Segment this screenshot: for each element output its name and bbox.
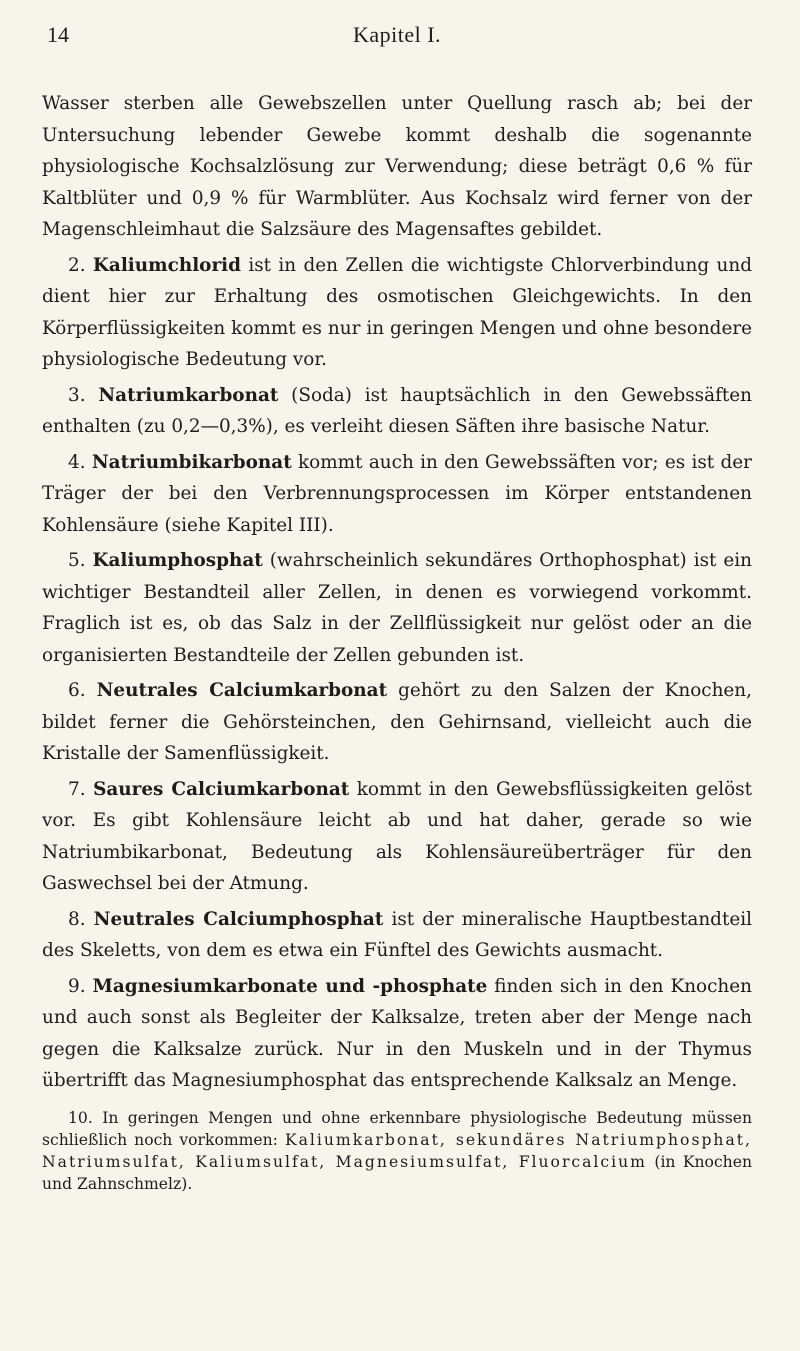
item-term: Natriumkarbonat [98,384,279,406]
item-term: Natriumbikarbonat [91,451,292,473]
item-text: finden sich in den Knochen und auch sonst als Begleiter der Kalksalze, treten aber der Menge nach gegen die Kalksalze zurück. Nur in den Muskeln und in der Thymus übertrifft das Magnesiumphosphat das entsprechende Kalksalz an Menge. [42,975,752,1091]
paragraph-natriumbikarbonat [42,447,752,542]
item-text: (wahrscheinlich sekundäres Orthophosphat) ist ein wichtiger Bestandteil aller Zellen, in denen es vorwiegend vorkommt. Fraglich ist es, ob das Salz in der Zellflüssigkeit nur gelöst oder an die organisierten Bestandteile der Zellen gebunden ist. [42,550,752,666]
running-title: Kapitel I. [352,22,442,47]
paragraph-neutrales-calciumphosphat [42,904,752,967]
item-number: 8. [68,908,86,930]
item-term: Neutrales Calciumkarbonat [96,680,388,701]
item-number: 2. [68,254,86,276]
item-term: Neutrales Calciumphosphat [93,908,384,930]
page-number: 14 [47,22,69,47]
paragraph-minor-salts [42,1107,752,1195]
intro-paragraph: Wasser sterben alle Gewebszellen unter Quellung rasch ab; bei der Untersuchung lebender Gewebe kommt deshalb die sogenannte physiologische Kochsalzlösung zur Verwendung; diese beträgt 0,6 % für Kaltblüter und 0,9 % für Warmblüter. Aus Kochsalz wird ferner von der Magenschleimhaut die Salzsäure des Magensaftes gebildet. [42,93,752,240]
item-term: Kaliumchlorid [92,254,241,276]
item-number: 3. [68,384,86,406]
item-text: (Soda) ist hauptsächlich in den Gewebssäften enthalten (zu 0,2—0,3%), es verleiht diesen Säften ihre basische Natur. [42,384,752,437]
salt-list: Kaliumkarbonat, sekundäres Natriumphosphat, Natriumsulfat, Kaliumsulfat, Magnesiumsulfat, Fluorcalcium [42,1130,752,1171]
item-text: kommt in den Gewebsflüssigkeiten gelöst vor. Es gibt Kohlensäure leicht ab und hat daher, gerade so wie Natriumbikarbonat, Bedeutung als Kohlensäureüberträger für den Gaswechsel bei der Atmung. [42,778,752,894]
item-text: gehört zu den Salzen der Knochen, bildet ferner die Gehörsteinchen, den Gehirnsand, vielleicht auch die Kristalle der Samenflüssigkeit. [42,680,752,764]
item-term: Kaliumphosphat [92,550,263,571]
paragraph-saures-calciumkarbonat [42,774,752,900]
item-text: In geringen Mengen und ohne erkennbare physiologische Bedeutung müssen schließlich noch vorkommen: [42,1108,752,1149]
item-text: ist in den Zellen die wichtigste Chlorverbindung und dient hier zur Erhaltung des osmotischen Gleichgewichts. In den Körperflüssigkeiten kommt es nur in geringen Mengen und ohne besondere physiologische Bedeutung vor. [42,254,752,370]
item-text: ist der mineralische Hauptbestandteil des Skeletts, von dem es etwa ein Fünftel des Gewichts ausmacht. [42,908,752,961]
page-header [42,22,752,58]
paragraph-natriumkarbonat [42,380,752,443]
item-text: kommt auch in den Gewebssäften vor; es ist der Träger der bei den Verbrennungsprocessen im Körper entstandenen Kohlensäure (siehe Kapitel III). [42,451,752,536]
paragraph-magnesiumkarbonate [42,971,752,1097]
item-number: 5. [68,550,86,571]
paragraph-kaliumchlorid [42,250,752,376]
item-text: (in Knochen und Zahnschmelz). [42,1152,752,1193]
item-number: 4. [68,451,86,473]
item-number: 9. [68,975,86,997]
item-number: 6. [68,680,86,701]
item-term: Saures Calciumkarbonat [93,778,350,800]
item-number: 10. [68,1108,93,1127]
item-number: 7. [68,778,86,800]
paragraph-kaliumphosphat [42,545,752,671]
paragraph-neutrales-calciumkarbonat [42,675,752,770]
item-term: Magnesiumkarbonate und -phosphate [92,975,488,997]
